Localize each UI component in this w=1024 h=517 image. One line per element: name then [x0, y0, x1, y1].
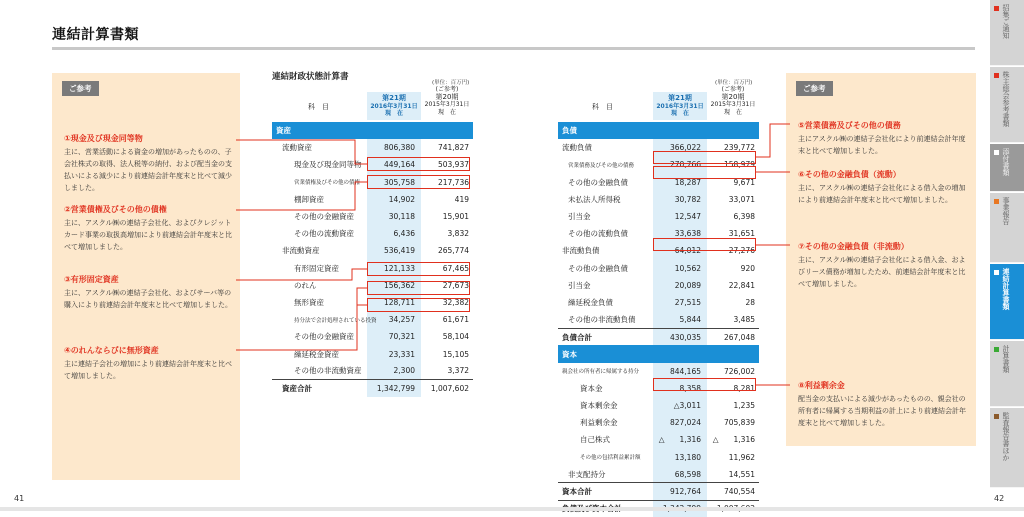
- note-title: ③有形固定資産: [64, 275, 119, 284]
- leader-line-ppe: [236, 269, 367, 280]
- previous-date: 2015年3月31日: [424, 101, 470, 108]
- table-row: その他の流動負債 33,638 31,651: [558, 225, 759, 242]
- page-number-left: 41: [14, 494, 25, 503]
- table-row: 非流動負債 64,012 27,276: [558, 242, 759, 259]
- table-row: 資本金 8,358 8,281: [558, 380, 759, 397]
- tab-marker-icon: [994, 347, 999, 352]
- statement-title: 連結財政状態計算書: [272, 72, 349, 82]
- side-tab-reference-documents[interactable]: 株主総会参考書類: [990, 67, 1024, 143]
- table-row: その他の金融負債 18,287 9,671: [558, 174, 759, 191]
- table-row: その他の金融負債 10,562 920: [558, 260, 759, 277]
- table-row: 利益剰余金 827,024 705,839: [558, 414, 759, 431]
- current-date: 2016年3月31日: [370, 102, 418, 110]
- current-suffix: 現 在: [384, 110, 403, 117]
- page-number-right: 42: [994, 494, 1005, 503]
- previous-date: 2015年3月31日: [710, 101, 756, 108]
- note-title: ⑦その他の金融負債（非流動）: [798, 242, 909, 251]
- page-title: 連結計算書類: [52, 27, 139, 43]
- note-body: 主にアスクル㈱の連結子会社化により前連結会計年度末と比べて増加しました。: [798, 135, 966, 155]
- table-row: 資本剰余金 △3,011 1,235: [558, 397, 759, 414]
- table-row: 流動資産 806,380 741,827: [272, 139, 473, 156]
- current-period: 第21期: [382, 94, 406, 102]
- table-row: 無形資産 128,711 32,382: [272, 294, 473, 311]
- tab-marker-icon: [994, 270, 999, 275]
- table-row: 繰延税金負債 27,515 28: [558, 294, 759, 311]
- table-row: 流動負債 366,022 239,772: [558, 139, 759, 156]
- note-title: ④のれんならびに無形資産: [64, 346, 159, 355]
- previous-suffix: 現 在: [437, 108, 456, 116]
- tab-marker-icon: [994, 414, 999, 419]
- table-row: 資産合計 1,342,799 1,007,602: [272, 380, 473, 397]
- table-row: 有形固定資産 121,133 67,465: [272, 260, 473, 277]
- side-tab-consolidated-statements[interactable]: 連結計算書類: [990, 264, 1024, 340]
- table-row: 負債: [558, 122, 759, 139]
- tab-marker-icon: [994, 6, 999, 11]
- side-tab-financial-statements[interactable]: 計算書類: [990, 341, 1024, 407]
- note-title: ①現金及び現金同等物: [64, 134, 143, 143]
- side-tab-business-report[interactable]: 事業報告: [990, 193, 1024, 263]
- table-row: 棚卸資産 14,902 419: [272, 191, 473, 208]
- table-row: 負債合計 430,035 267,048: [558, 328, 759, 345]
- side-tab-attachments[interactable]: 添付書類: [990, 144, 1024, 192]
- note-body: 配当金の支払いによる減少があったものの、親会社の所有者に帰属する当期利益の計上により前連結会計年度末と比べて増加しました。: [798, 395, 966, 427]
- current-period: 第21期: [668, 94, 692, 102]
- leader-line-cash: [236, 140, 367, 164]
- table-row: 持分法で会計処理されている投資 34,257 61,671: [272, 311, 473, 328]
- tab-marker-icon: [994, 73, 999, 78]
- table-row: 繰延税金資産 23,331 15,105: [272, 345, 473, 362]
- note-title: ⑧利益剰余金: [798, 381, 845, 390]
- note-body: 主に、営業活動による資金の増加があったものの、子会社株式の取得、法人税等の納付、および配当金の支払いによる減少により前連結会計年度末と比べて減少しました。: [64, 148, 232, 192]
- note-body: 主に、アスクル㈱の連結子会社化による借入金の増加により前連結会計年度末と比べて増加しました。: [798, 184, 966, 204]
- table-row: 未払法人所得税 30,782 33,071: [558, 191, 759, 208]
- previous-reference: (ご参考): [435, 86, 459, 93]
- table-row: 自己株式 △ 1,316 △ 1,316: [558, 431, 759, 448]
- reference-badge: ご参考: [62, 81, 99, 96]
- note-title: ⑥その他の金融負債（流動）: [798, 170, 901, 179]
- table-row: 営業債権及びその他の債権 305,758 217,736: [272, 174, 473, 191]
- bottom-bar: [0, 507, 1024, 511]
- tab-marker-icon: [994, 199, 999, 204]
- unit-label: (単位：百万円): [432, 80, 470, 86]
- side-tab-convocation[interactable]: 招集ご通知: [990, 0, 1024, 66]
- reference-badge: ご参考: [796, 81, 833, 96]
- leader-line-receivables: [236, 182, 367, 210]
- leader-line-goodwill: [236, 288, 367, 350]
- unit-label: (単位：百万円): [715, 80, 753, 86]
- note-title: ②営業債権及びその他の債権: [64, 205, 167, 214]
- note-title: ⑤営業債務及びその他の債務: [798, 121, 901, 130]
- table-row: 資本: [558, 345, 759, 362]
- table-row: 非流動資産 536,419 265,774: [272, 242, 473, 259]
- previous-reference: (ご参考): [721, 86, 745, 93]
- column-header-item: 科 目: [592, 103, 613, 111]
- table-row: その他の金融資産 70,321 58,104: [272, 328, 473, 345]
- column-header-item: 科 目: [308, 103, 329, 111]
- table-row: 非支配持分 68,598 14,551: [558, 466, 759, 483]
- previous-period: 第20期: [435, 92, 459, 101]
- table-row: 引当金 20,089 22,841: [558, 277, 759, 294]
- tab-marker-icon: [994, 150, 999, 155]
- note-body: 主に、アスクル㈱の連結子会社化、およびサーバ等の購入により前連結会計年度末と比べて増加しました。: [64, 289, 232, 309]
- side-tab-audit-report[interactable]: 監査報告書ほか: [990, 408, 1024, 488]
- note-body: 主に、アスクル㈱の連結子会社化、およびクレジットカード事業の取扱高増加により前連結会計年度末と比べて増加しました。: [64, 219, 232, 251]
- leader-line-payables: [756, 124, 790, 157]
- previous-suffix: 現 在: [723, 108, 742, 116]
- table-row: のれん 156,362 27,673: [272, 277, 473, 294]
- current-date: 2016年3月31日: [656, 102, 704, 110]
- table-row: その他の金融資産 30,118 15,901: [272, 208, 473, 225]
- previous-period: 第20期: [721, 92, 745, 101]
- table-row: その他の流動資産 6,436 3,832: [272, 225, 473, 242]
- table-row: その他の包括利益累計額 13,180 11,962: [558, 449, 759, 466]
- table-row: 引当金 12,547 6,398: [558, 208, 759, 225]
- table-row: 現金及び現金同等物 449,164 503,937: [272, 156, 473, 173]
- table-row: 親会社の所有者に帰属する持分 844,165 726,002: [558, 363, 759, 380]
- current-suffix: 現 在: [670, 110, 689, 117]
- table-row: 資産: [272, 122, 473, 139]
- note-body: 主に、アスクル㈱の連結子会社化による借入金、およびリース債務が増加したため、前連結会計年度末と比べて増加しました。: [798, 256, 966, 288]
- note-body: 主に連結子会社の増加により前連結会計年度末と比べて増加しました。: [64, 360, 232, 380]
- table-row: その他の非流動負債 5,844 3,485: [558, 311, 759, 328]
- table-row: 営業債務及びその他の債務 270,766 158,979: [558, 156, 759, 173]
- table-row: その他の非流動資産 2,300 3,372: [272, 363, 473, 380]
- table-row: 資本合計 912,764 740,554: [558, 483, 759, 500]
